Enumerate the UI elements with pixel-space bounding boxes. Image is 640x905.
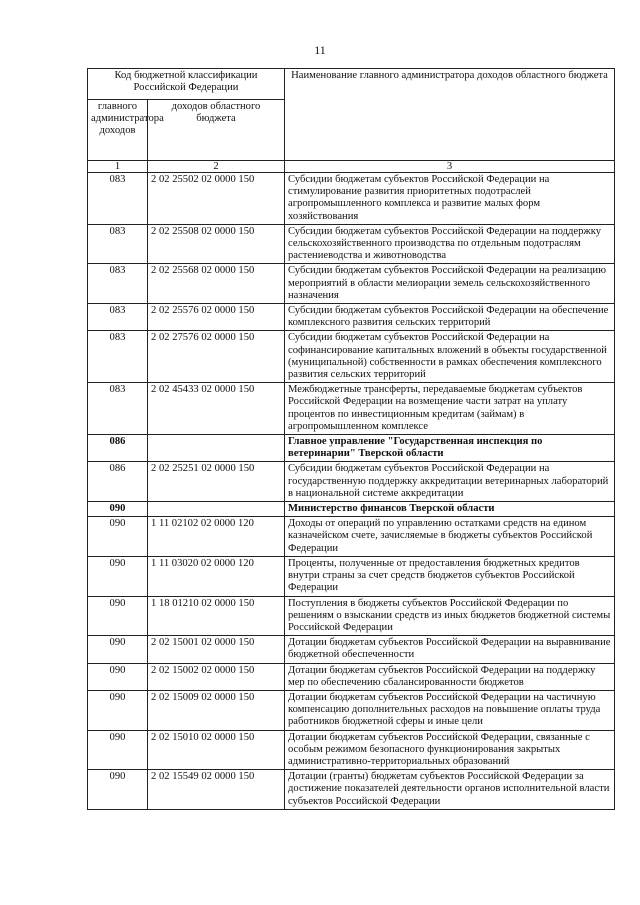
admin-code-cell: 090 [88,770,148,810]
header-classification-group: Код бюджетной классификации Российской Федерации [88,69,285,100]
revenue-code-cell: 1 18 01210 02 0000 150 [148,596,285,636]
revenue-code-cell: 2 02 25502 02 0000 150 [148,173,285,225]
table-section-row [88,502,615,517]
revenue-name-cell: Дотации бюджетам субъектов Российской Федерации на выравнивание бюджетной обеспеченности [285,636,615,663]
table-row [88,636,615,663]
admin-code-cell: 090 [88,636,148,663]
revenue-code-cell: 2 02 15009 02 0000 150 [148,690,285,730]
header-admin-column: главного администратора доходов [88,100,148,161]
table-row [88,556,615,596]
revenue-name-cell: Главное управление "Государственная инспекция по ветеринарии" Тверской области [285,435,615,462]
header-name-column: Наименование главного администратора доходов областного бюджета [285,69,615,161]
table-row [88,596,615,636]
column-number: 3 [285,161,615,173]
admin-code-cell: 083 [88,224,148,264]
table-row [88,517,615,557]
table-section-row [88,435,615,462]
revenue-code-cell: 2 02 15010 02 0000 150 [148,730,285,770]
admin-code-cell: 086 [88,435,148,462]
table-row [88,383,615,435]
table-body [88,173,615,810]
admin-code-cell: 083 [88,264,148,304]
revenue-name-cell: Субсидии бюджетам субъектов Российской Федерации на государственную поддержку аккредитации ветеринарных лабораторий в национальной системе аккредитации [285,462,615,502]
revenue-name-cell: Дотации бюджетам субъектов Российской Федерации, связанные с особым режимом безопасного функционирования закрытых административно-территориальных образований [285,730,615,770]
revenue-name-cell: Дотации бюджетам субъектов Российской Федерации на поддержку мер по обеспечению сбалансированности бюджетов [285,663,615,690]
revenue-name-cell: Субсидии бюджетам субъектов Российской Федерации на поддержку сельскохозяйственного производства по отдельным подотраслям растениеводства и животноводства [285,224,615,264]
revenue-name-cell: Субсидии бюджетам субъектов Российской Федерации на софинансирование капитальных вложений в объекты государственной (муниципальной) собственности в рамках обеспечения комплексного развития сельских территорий [285,331,615,383]
revenue-name-cell: Субсидии бюджетам субъектов Российской Федерации на стимулирование развития приоритетных подотраслей агропромышленного комплекса и развитие малых форм хозяйствования [285,173,615,225]
revenue-code-cell [148,502,285,517]
column-numbers-row [88,161,615,173]
revenue-code-cell: 1 11 02102 02 0000 120 [148,517,285,557]
table-row [88,770,615,810]
revenue-name-cell: Министерство финансов Тверской области [285,502,615,517]
revenue-name-cell: Проценты, полученные от предоставления бюджетных кредитов внутри страны за счет средств бюджетов субъектов Российской Федерации [285,556,615,596]
budget-classification-table [87,68,615,810]
revenue-code-cell: 2 02 15549 02 0000 150 [148,770,285,810]
admin-code-cell: 090 [88,596,148,636]
revenue-code-cell: 2 02 45433 02 0000 150 [148,383,285,435]
admin-code-cell: 090 [88,517,148,557]
revenue-name-cell: Субсидии бюджетам субъектов Российской Федерации на обеспечение комплексного развития сельских территорий [285,304,615,331]
revenue-code-cell: 2 02 25568 02 0000 150 [148,264,285,304]
revenue-name-cell: Поступления в бюджеты субъектов Российской Федерации по решениям о взыскании средств из иных бюджетов бюджетной системы Российской Федерации [285,596,615,636]
revenue-name-cell: Межбюджетные трансферты, передаваемые бюджетам субъектов Российской Федерации на возмещение части затрат на уплату процентов по инвестиционным кредитам (займам) в агропромышленном комплексе [285,383,615,435]
admin-code-cell: 090 [88,730,148,770]
page-number: 11 [314,43,326,57]
admin-code-cell: 083 [88,173,148,225]
table-row [88,331,615,383]
column-number: 2 [148,161,285,173]
revenue-name-cell: Дотации бюджетам субъектов Российской Федерации на частичную компенсацию дополнительных расходов на повышение оплаты труда работников бюджетной сферы и иные цели [285,690,615,730]
revenue-code-cell: 2 02 25251 02 0000 150 [148,462,285,502]
column-number: 1 [88,161,148,173]
revenue-name-cell: Доходы от операций по управлению остатками средств на едином казначейском счете, зачисляемые в бюджеты субъектов Российской Федерации [285,517,615,557]
revenue-code-cell: 1 11 03020 02 0000 120 [148,556,285,596]
revenue-name-cell: Дотации (гранты) бюджетам субъектов Российской Федерации за достижение показателей деятельности органов исполнительной власти субъектов Российской Федерации [285,770,615,810]
revenue-code-cell: 2 02 15001 02 0000 150 [148,636,285,663]
admin-code-cell: 086 [88,462,148,502]
table-row [88,730,615,770]
admin-code-cell: 090 [88,556,148,596]
admin-code-cell: 083 [88,383,148,435]
revenue-name-cell: Субсидии бюджетам субъектов Российской Федерации на реализацию мероприятий в области мелиорации земель сельскохозяйственного назначения [285,264,615,304]
revenue-code-cell [148,435,285,462]
table-row [88,264,615,304]
table-row [88,224,615,264]
revenue-code-cell: 2 02 25576 02 0000 150 [148,304,285,331]
admin-code-cell: 083 [88,331,148,383]
table-row [88,173,615,225]
revenue-code-cell: 2 02 15002 02 0000 150 [148,663,285,690]
header-code-column: доходов областного бюджета [148,100,285,161]
table-row [88,304,615,331]
table-row [88,690,615,730]
admin-code-cell: 090 [88,502,148,517]
revenue-code-cell: 2 02 25508 02 0000 150 [148,224,285,264]
admin-code-cell: 090 [88,690,148,730]
table-row [88,462,615,502]
admin-code-cell: 090 [88,663,148,690]
admin-code-cell: 083 [88,304,148,331]
revenue-code-cell: 2 02 27576 02 0000 150 [148,331,285,383]
table-row [88,663,615,690]
